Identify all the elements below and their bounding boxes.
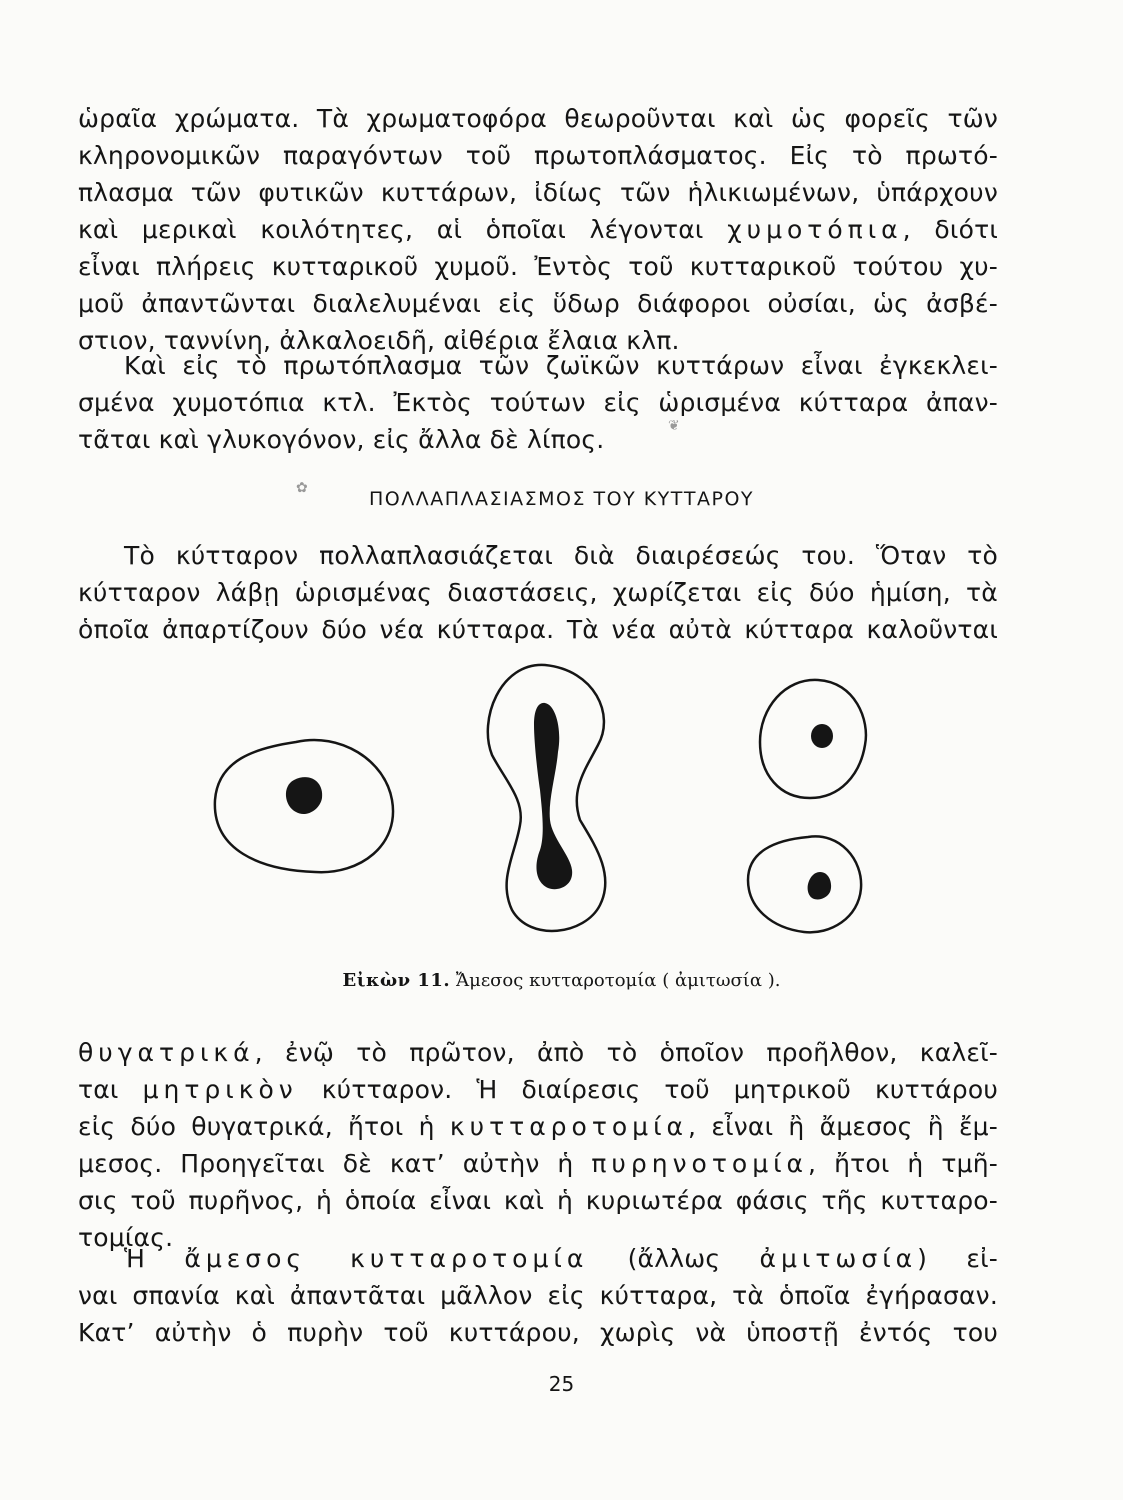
- paragraph-1: [78, 100, 998, 359]
- text-line: εἶναι πλήρεις κυτταρικοῦ χυμοῦ. Ἐντὸς τοῦ κυτταρικοῦ τούτου χυ-: [78, 252, 998, 281]
- paragraph-5: [78, 1240, 998, 1351]
- spaced-term: μητρικὸν: [142, 1075, 298, 1104]
- text-line: εἰς δύο θυγατρικά, ἤτοι ἡ κυτταροτομία, εἶναι ἢ ἄμεσος ἢ ἔμ-: [78, 1112, 998, 1141]
- cell-membrane: [748, 836, 861, 932]
- page-number: 25: [548, 1372, 575, 1396]
- text-line: τομίας.: [78, 1223, 174, 1252]
- text-line: κύτταρον λάβῃ ὡρισμένας διαστάσεις, χωρίζεται εἰς δύο ἡμίση, τὰ: [78, 578, 998, 607]
- text-line: μεσος. Προηγεῖται δὲ κατ’ αὐτὴν ἡ πυρηνοτομία, ἤτοι ἡ τμῆ-: [78, 1149, 998, 1178]
- spaced-term: πυρηνοτομία: [591, 1149, 809, 1178]
- ink-smudge-icon: ❦: [668, 418, 680, 434]
- text-line: τᾶται καὶ γλυκογόνον, εἰς ἄλλα δὲ λίπος.: [78, 425, 605, 454]
- text-line: Καὶ εἰς τὸ πρωτόπλασμα τῶν ζωϊκῶν κυττάρων εἶναι ἐγκεκλει-: [124, 351, 998, 380]
- text-line: ναι σπανία καὶ ἀπαντᾶται μᾶλλον εἰς κύτταρα, τὰ ὁποῖα ἐγήρασαν.: [78, 1281, 998, 1310]
- dividing-cell: [488, 665, 605, 931]
- caption-parenthetical: ( ἀμιτωσία ).: [662, 970, 781, 991]
- text-line: ται μητρικὸν κύτταρον. Ἡ διαίρεσις τοῦ μητρικοῦ κυττάρου: [78, 1075, 999, 1104]
- text-line: πλασμα τῶν φυτικῶν κυττάρων, ἰδίως τῶν ἡλικιωμένων, ὑπάρχουν: [78, 178, 998, 207]
- figure-caption: [0, 970, 1123, 991]
- spaced-term: ἄμεσος κυτταροτομία: [184, 1244, 589, 1273]
- daughter-cell-bottom: [748, 836, 861, 932]
- text-line: ὁποῖα ἀπαρτίζουν δύο νέα κύτταρα. Τὰ νέα αὐτὰ κύτταρα καλοῦνται: [78, 615, 998, 644]
- parent-cell: [215, 740, 393, 872]
- figure-label: Εἰκὼν 11.: [342, 970, 451, 991]
- spaced-term: κυτταροτομία: [449, 1112, 689, 1141]
- text-line: θυγατρικά, ἐνῷ τὸ πρῶτον, ἀπὸ τὸ ὁποῖον προῆλθον, καλεῖ-: [78, 1038, 998, 1067]
- text-line: Κατ’ αὐτὴν ὁ πυρὴν τοῦ κυττάρου, χωρὶς νὰ ὑποστῇ ἐντός του: [78, 1318, 998, 1347]
- text-line: στιον, ταννίνη, ἀλκαλοειδῆ, αἰθέρια ἔλαια κλπ.: [78, 326, 680, 355]
- paragraph-2: [78, 347, 998, 458]
- text-line: Ἡ ἄμεσος κυτταροτομία (ἄλλως ἀμιτωσία) εἰ-: [124, 1244, 998, 1273]
- spaced-term: θυγατρικά: [78, 1038, 255, 1067]
- section-heading: ΠΟΛΛΑΠΛΑΣΙΑΣΜΟΣ ΤΟΥ ΚΥΤΤΑΡΟΥ: [368, 488, 755, 510]
- text-line: σμένα χυμοτόπια κτλ. Ἐκτὸς τούτων εἰς ὡρισμένα κύτταρα ἀπαν-: [78, 388, 998, 417]
- daughter-cell-top: [760, 680, 866, 798]
- amitosis-figure: [200, 660, 880, 940]
- text-line: Τὸ κύτταρον πολλαπλασιάζεται διὰ διαιρέσεώς του. Ὅταν τὸ: [124, 541, 998, 570]
- nucleus: [808, 872, 832, 899]
- nucleus: [286, 777, 322, 814]
- text-line: κληρονομικῶν παραγόντων τοῦ πρωτοπλάσματος. Εἰς τὸ πρωτό-: [78, 141, 998, 170]
- text-line: καὶ μερικαὶ κοιλότητες, αἱ ὁποῖαι λέγονται χυμοτόπια, διότι: [78, 215, 998, 244]
- text-line: μοῦ ἀπαντῶνται διαλελυμέναι εἰς ὕδωρ διάφοροι οὐσίαι, ὡς ἀσβέ-: [78, 289, 998, 318]
- text-line: σις τοῦ πυρῆνος, ἡ ὁποία εἶναι καὶ ἡ κυριωτέρα φάσις τῆς κυτταρο-: [78, 1186, 998, 1215]
- caption-text: Ἄμεσος κυτταροτομία: [455, 970, 657, 991]
- text-line: ὡραῖα χρώματα. Τὰ χρωματοφόρα θεωροῦνται καὶ ὡς φορεῖς τῶν: [78, 104, 998, 133]
- spaced-term: χυμοτόπια: [727, 215, 903, 244]
- elongated-nucleus: [534, 703, 572, 889]
- nucleus: [811, 724, 833, 748]
- paragraph-3: [78, 537, 998, 648]
- ink-smudge-icon: ✿: [296, 480, 308, 496]
- paragraph-4: [78, 1034, 998, 1256]
- spaced-term: ἀμιτωσία: [759, 1244, 918, 1273]
